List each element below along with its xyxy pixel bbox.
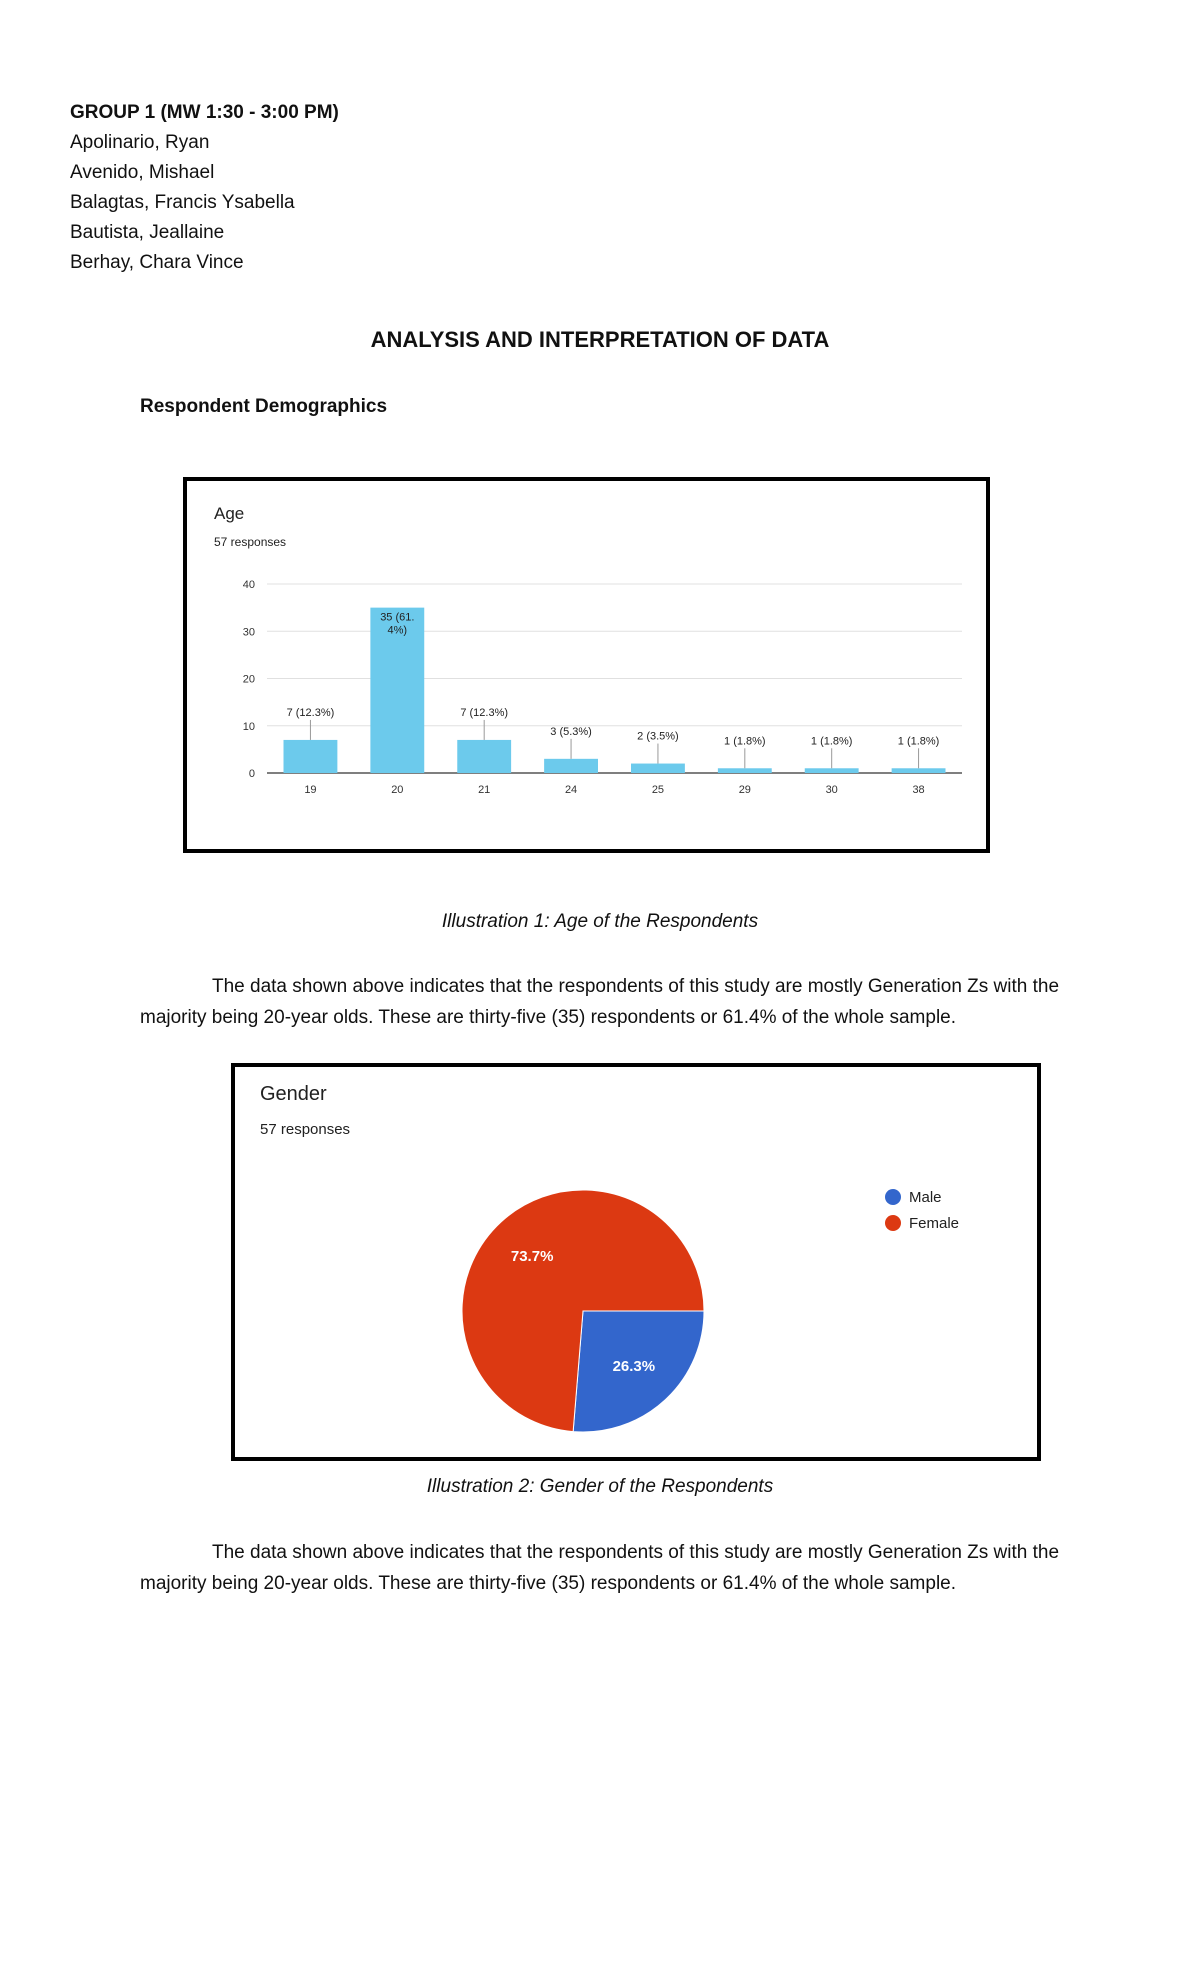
age-chart-frame [183,477,990,853]
bar [631,764,685,773]
data-label: 7 (12.3%) [460,706,509,719]
bar [892,768,946,773]
member-name: Berhay, Chara Vince [70,252,244,273]
data-label: 1 (1.8%) [897,735,940,748]
chart-title: Age [214,504,245,523]
y-tick-label: 40 [242,579,255,591]
y-tick-label: 0 [248,768,255,780]
y-tick-label: 20 [242,673,255,686]
member-name: Bautista, Jeallaine [70,222,225,243]
data-label: 1 (1.8%) [724,735,766,748]
y-tick-label: 30 [242,626,255,639]
gender-caption: Illustration 2: Gender of the Respondents [426,1476,774,1497]
x-tick-label: 24 [564,784,578,796]
gender-pie-chart [235,1067,1037,1457]
x-tick-label: 29 [738,784,751,796]
gender-paragraph: The data shown above indicates that the respondents of this study are mostly Generation Zs with the majority being 20-year olds. These are thirty-five (35) respondents or 61.4% of the whole sample. [140,1542,1060,1594]
x-tick-label: 21 [478,784,491,796]
member-name: Apolinario, Ryan [70,132,210,153]
chart-subtitle: 57 responses [260,1121,351,1138]
legend-label: Female [909,1215,960,1232]
pie-slice-label: 73.7% [510,1247,554,1265]
chart-subtitle: 57 responses [214,535,287,549]
data-label: 3 (5.3%) [550,725,592,738]
bar [805,768,859,773]
bar [718,768,772,773]
section-heading: Respondent Demographics [140,396,388,417]
group-heading: GROUP 1 (MW 1:30 - 3:00 PM) [70,102,339,123]
data-label: 7 (12.3%) [286,706,335,719]
x-tick-label: 25 [651,784,665,796]
gender-chart-frame [231,1063,1041,1461]
age-bar-chart [187,481,986,849]
document-title: ANALYSIS AND INTERPRETATION OF DATA [370,327,830,352]
bar [284,740,338,773]
legend-label: Male [909,1189,942,1206]
legend-swatch [885,1215,901,1231]
data-label: 1 (1.8%) [810,735,853,748]
age-paragraph: The data shown above indicates that the respondents of this study are mostly Generation Zs with the majority being 20-year olds. These are thirty-five (35) respondents or 61.4% of the whole sample. [140,976,1060,1028]
x-tick-label: 38 [912,784,925,796]
legend-swatch [885,1189,901,1205]
chart-title: Gender [260,1083,327,1105]
x-tick-label: 30 [825,784,838,796]
y-tick-label: 10 [242,720,255,733]
pie-slice-label: 26.3% [612,1358,656,1376]
bar [457,740,511,773]
data-label: 35 (61. 4%) [380,611,415,637]
x-tick-label: 19 [304,784,317,796]
member-name: Balagtas, Francis Ysabella [70,192,295,213]
age-caption: Illustration 1: Age of the Respondents [441,911,759,932]
bar [544,759,598,773]
x-tick-label: 20 [391,784,404,796]
data-label: 2 (3.5%) [637,730,679,743]
member-name: Avenido, Mishael [70,162,215,183]
